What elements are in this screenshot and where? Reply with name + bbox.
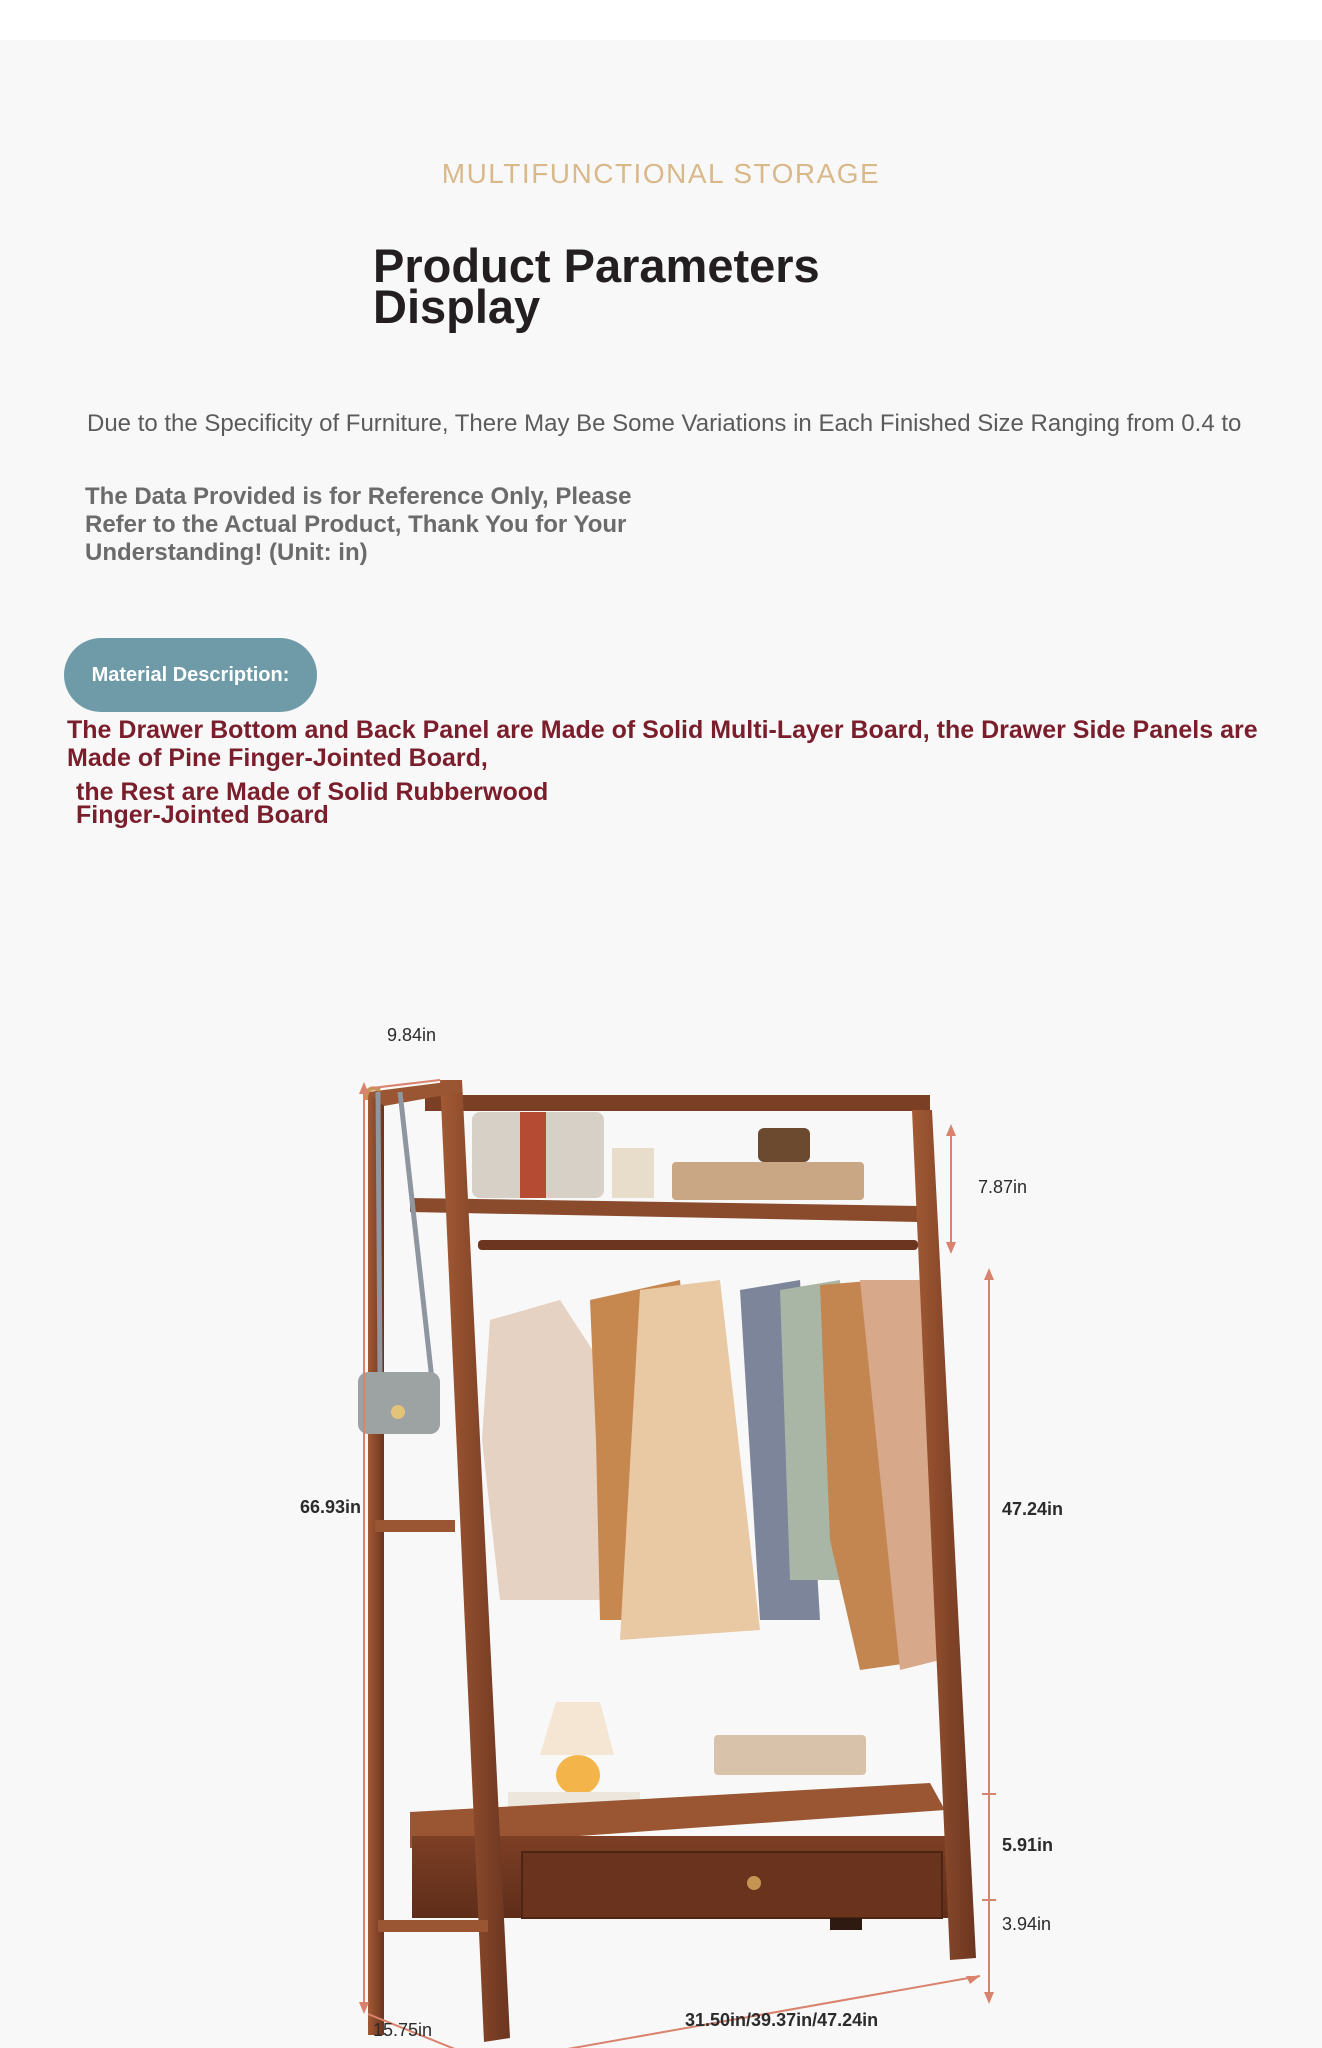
section-kicker: MULTIFUNCTIONAL STORAGE [441, 158, 881, 189]
page-title: Product Parameters Display [373, 239, 820, 333]
photo-frame [612, 1148, 654, 1198]
top-shelf [410, 1198, 920, 1222]
dimension-top-depth: 9.84in [387, 1025, 437, 1045]
arrow-shelf-top [946, 1124, 956, 1136]
handbag-stripe [520, 1112, 546, 1198]
material-text-line-1: The Drawer Bottom and Back Panel are Made of Solid Multi-Layer Board, the Drawer Side Panels are Made of Pine Finger-Jointed Board, [67, 716, 1258, 772]
dimension-shelf-height: 7.87in [978, 1177, 1028, 1197]
bag-clasp [391, 1405, 405, 1419]
size-variation-notice: Due to the Specificity of Furniture, There May Be Some Variations in Each Finished Size Ranging from 0.4 to [87, 410, 1242, 437]
bag-strap [378, 1092, 432, 1380]
garment-trench [620, 1280, 760, 1640]
arrow-leg-bottom [984, 1992, 994, 2004]
arrow-total-height-bottom [359, 2002, 369, 2014]
arrow-shelf-bottom [946, 1242, 956, 1254]
lamp-base [556, 1755, 600, 1795]
arrow-hanging-top [984, 1268, 994, 1280]
drawer-knob [747, 1876, 761, 1890]
arrow-width-right [966, 1976, 980, 1984]
dimension-diagram [0, 980, 1322, 2048]
dimension-width-options: 31.50in/39.37in/47.24in [685, 2010, 879, 2030]
folded-clothes [714, 1735, 866, 1775]
lamp-shade [540, 1702, 614, 1755]
dimension-total-height: 66.93in [300, 1497, 362, 1517]
reference-note: The Data Provided is for Reference Only, Please Refer to the Actual Product, Thank You for Your Understanding! (Unit: in) [85, 483, 632, 566]
dimension-leg-height: 3.94in [1002, 1914, 1052, 1934]
dimension-hanging-height: 47.24in [1002, 1499, 1064, 1519]
dimension-drawer-height: 5.91in [1002, 1835, 1054, 1855]
hanging-rod [478, 1240, 918, 1250]
left-middle-brace [375, 1520, 455, 1532]
left-back-post [368, 1092, 384, 2035]
product-parameters-page [0, 40, 1322, 2048]
material-description-badge: Material Description: [64, 638, 317, 712]
clothes-rack-illustration [0, 980, 1322, 2048]
arrow-total-height-top [359, 1082, 369, 1094]
dimension-bottom-depth: 15.75in [373, 2020, 433, 2040]
shoulder-bag [358, 1372, 440, 1434]
small-bag [758, 1128, 810, 1162]
left-lower-brace [378, 1920, 488, 1932]
storage-box [672, 1162, 864, 1200]
material-text-line-2: the Rest are Made of Solid Rubberwood Finger-Jointed Board [76, 778, 549, 829]
back-top-rail [425, 1095, 930, 1111]
drawer-front [522, 1852, 942, 1918]
drawer-foot [830, 1918, 862, 1930]
